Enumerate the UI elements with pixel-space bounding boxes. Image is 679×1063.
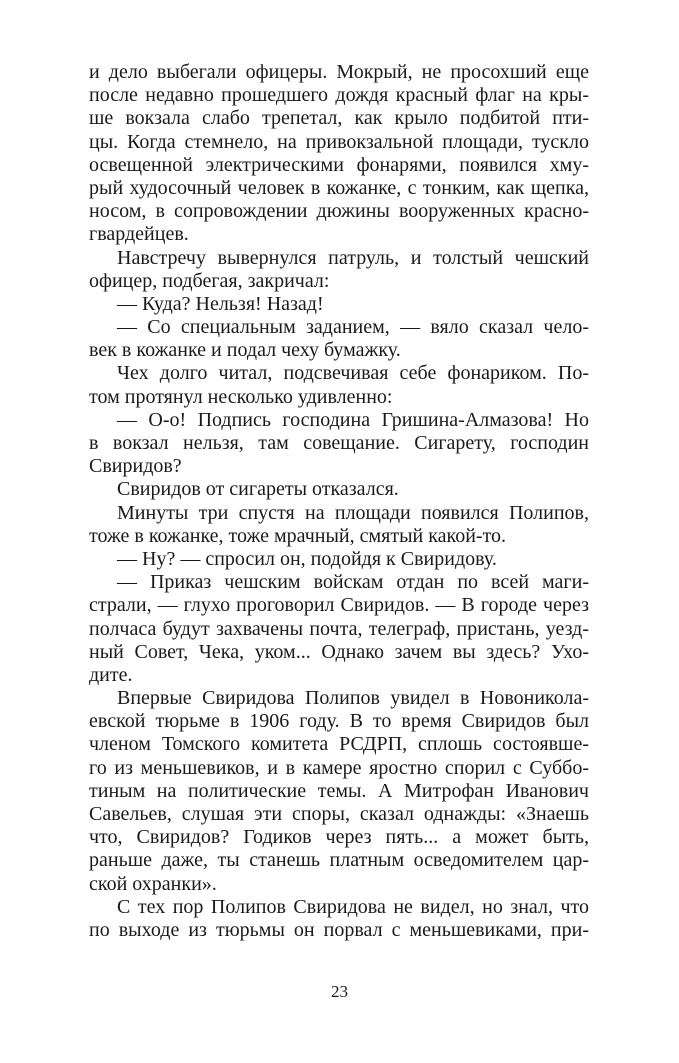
text-line: дите. xyxy=(89,663,133,686)
text-line: ше вокзала слабо трепетал, как крыло подбитой пти- xyxy=(89,107,589,130)
text-line: офицер, подбегая, закричал: xyxy=(89,269,330,292)
text-line: Свиридов? xyxy=(89,455,182,478)
page-number: 23 xyxy=(331,982,348,1001)
text-line: ный Совет, Чека, уком... Однако зачем вы здесь? Ухо- xyxy=(89,640,589,663)
text-line: цы. Когда стемнело, на привокзальной площади, тускло xyxy=(89,130,589,153)
text-line: — Со специальным заданием, — вяло сказал чело- xyxy=(117,316,589,339)
text-line: — Куда? Нельзя! Назад! xyxy=(117,292,324,315)
page-text-block xyxy=(89,61,589,942)
text-line: го из меньшевиков, и в камере яростно спорил с Суббо- xyxy=(89,756,589,779)
text-line: по выходе из тюрьмы он порвал с меньшевиками, при- xyxy=(89,918,589,941)
text-line: Чех долго читал, подсвечивая себе фонариком. По- xyxy=(117,362,589,385)
text-line: полчаса будут захвачены почта, телеграф, пристань, уезд- xyxy=(89,617,589,640)
text-line: страли, — глухо проговорил Свиридов. — В городе через xyxy=(89,594,589,617)
text-line: Минуты три спустя на площади появился Полипов, xyxy=(117,501,589,524)
text-line: членом Томского комитета РСДРП, сплошь состоявше- xyxy=(89,733,589,756)
text-line: Навстречу вывернулся патруль, и толстый чешский xyxy=(117,246,589,269)
text-line: — Приказ чешским войскам отдан по всей маги- xyxy=(117,571,589,594)
text-line: носом, в сопровождении дюжины вооруженных красно- xyxy=(89,200,589,223)
text-line: — О-о! Подпись господина Гришина-Алмазова! Но xyxy=(117,408,589,431)
text-line: ской охранки». xyxy=(89,872,217,895)
text-line: Савельев, слушая эти споры, сказал однажды: «Знаешь xyxy=(89,803,589,825)
text-line: что, Свиридов? Годиков через пять... а может быть, xyxy=(89,826,589,849)
text-line: С тех пор Полипов Свиридова не видел, но знал, что xyxy=(117,895,589,918)
text-line: Впервые Свиридова Полипов увидел в Новониколa- xyxy=(117,687,589,710)
text-line: освещенной электрическими фонарями, появился хму- xyxy=(89,153,589,176)
text-line: в вокзал нельзя, там совещание. Сигарету, господин xyxy=(89,432,589,454)
text-line: том протянул несколько удивленно: xyxy=(89,385,393,408)
text-line: евской тюрьме в 1906 году. В то время Свиридов был xyxy=(89,710,589,733)
text-line: раньше даже, ты станешь платным осведомителем цар- xyxy=(89,849,589,872)
text-line: тиным на политические темы. А Митрофан Иванович xyxy=(89,779,589,802)
text-line: Свиридов от сигареты отказался. xyxy=(117,478,399,501)
text-line: и дело выбегали офицеры. Мокрый, не просохший еще xyxy=(89,61,589,83)
text-line: после недавно прошедшего дождя красный флаг на кры- xyxy=(89,84,589,107)
text-line: гвардейцев. xyxy=(89,223,189,246)
text-line: век в кожанке и подал чеху бумажку. xyxy=(89,339,401,362)
text-line: — Ну? — спросил он, подойдя к Свиридову. xyxy=(117,547,497,570)
text-line: рый худосочный человек в кожанке, с тонким, как щепка, xyxy=(89,176,589,199)
text-line: тоже в кожанке, тоже мрачный, смятый какой-то. xyxy=(89,524,507,547)
